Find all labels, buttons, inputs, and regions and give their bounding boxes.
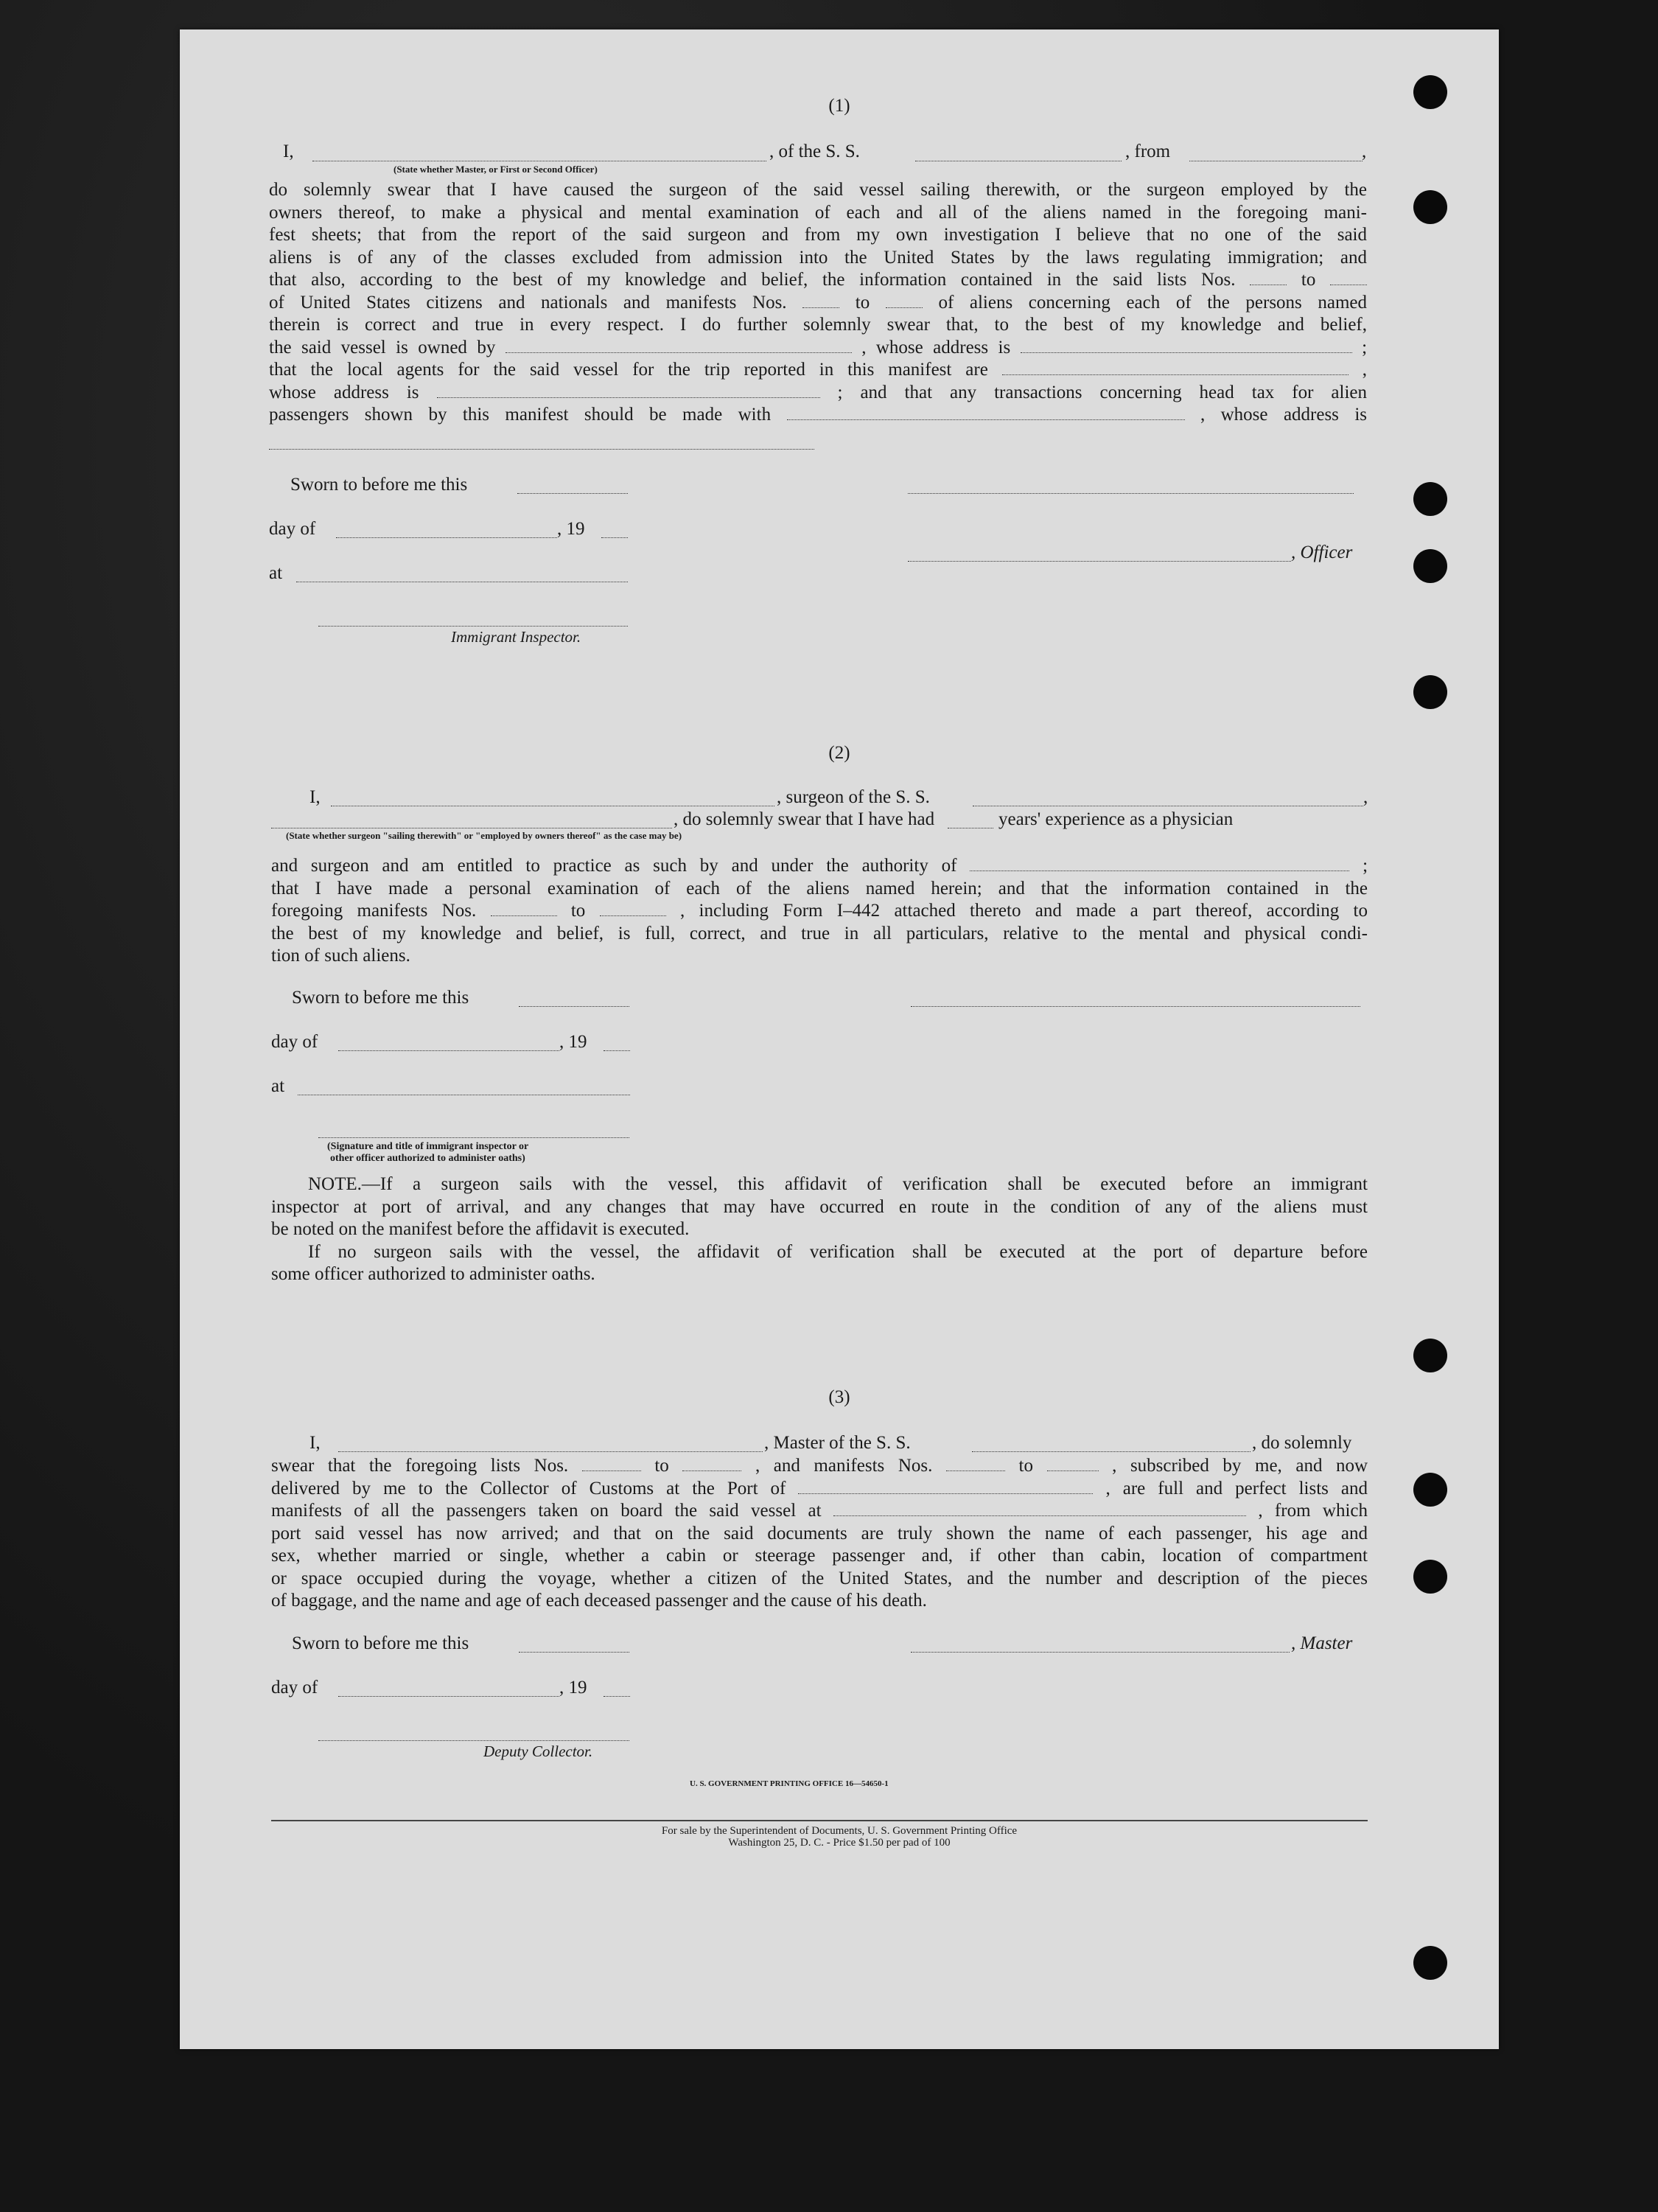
master-vessel-field[interactable] (972, 1451, 1251, 1452)
surgeon-vessel-field[interactable] (973, 805, 1363, 806)
of-ss-label: , of the S. S. (769, 142, 860, 161)
collector-signature-line[interactable] (318, 1740, 629, 1741)
surgeon-status-field[interactable] (271, 827, 672, 828)
day-of-label: day of (271, 1032, 318, 1052)
authority-field[interactable] (970, 870, 1349, 871)
sale-notice-line-2: Washington 25, D. C. - Price $1.50 per pad of 100 (728, 1837, 951, 1849)
manifests-from-field[interactable] (491, 915, 557, 916)
gpo-imprint: U. S. GOVERNMENT PRINTING OFFICE 16—54650-1 (690, 1779, 889, 1788)
section-2-note: NOTE.—If a surgeon sails with the vessel, this affidavit of verification shall be executed before an immigrant inspector at port of arrival, and any changes that may have occurred en route in the condition of any of the aliens must be noted on the manifest before the affidavit is executed. If no surgeon sails with the vessel, the affidavit of verification shall be executed at the port of departure before some officer authorized to administer oaths. (271, 1174, 1368, 1284)
at-label: at (271, 1076, 285, 1096)
officer-signature-line[interactable] (908, 560, 1291, 562)
punch-hole (1413, 1560, 1447, 1594)
punch-hole (1413, 190, 1447, 224)
month-field[interactable] (338, 1050, 559, 1051)
master-label: , Master (1291, 1633, 1353, 1653)
officer-name-field[interactable] (312, 160, 766, 161)
oath-i-label: I, (283, 142, 294, 161)
section-1-body: do solemnly swear that I have caused the surgeon of the said vessel sailing therewith, or the surgeon employed by the owners thereof, to make a physical and mental examination of each and all of the aliens named in the foregoing mani- fest sheets; that from the report of the said surgeon and from my own investigation I believe that no one of the said aliens is of any of the classes excluded from admission into the United States by the laws regulating immigration; and that also, according to the best of my knowledge and belief, the information contained in the said lists Nos. to of United States citizens and nationals and manifests Nos. to of aliens concerning each of the persons named therein is correct and true in every respect. I do further solemnly swear that, to the best of my knowledge and belief, the said vessel is owned by , whose address is ; that the local agents for the said vessel for the trip reported in this manifest are , whose address is ; and that any transactions concerning head tax for alien passengers shown by this manifest should be made with , whose address is (269, 180, 1368, 425)
collector-label: Deputy Collector. (483, 1742, 593, 1760)
place-field[interactable] (296, 581, 628, 582)
officer-label: , Officer (1291, 542, 1353, 562)
swear-label: , do solemnly swear that I have had (674, 809, 935, 829)
collector-port-field[interactable] (798, 1493, 1093, 1494)
year-field[interactable] (601, 537, 628, 538)
punch-hole (1413, 1339, 1447, 1372)
at-label: at (269, 563, 283, 583)
manifests-from-field[interactable] (946, 1470, 1005, 1471)
section-number: (3) (828, 1387, 850, 1407)
lists-from-field[interactable] (1250, 284, 1287, 285)
years-field[interactable] (948, 827, 993, 828)
year-field[interactable] (604, 1050, 630, 1051)
sworn-day-field[interactable] (519, 1651, 629, 1653)
inspector-label: Immigrant Inspector. (451, 628, 581, 646)
manifest-form-page: (1) I, (State whether Master, or First or Second Officer) , of the S. S. , from , do solemnly swear that I have caused the surgeon of the said vessel sailing therewith, or the surgeon employed by the owners thereof, to make a physical and mental examination of each and all of the aliens named in the foregoing mani- fest sheets; that from the report of the said surgeon and from my own investigation I believe that no one of the said aliens is of any of the classes excluded from admission into the United States by the laws regulating immigration; and that also, according to the best of my knowledge and belief, the information contained in the said lists Nos. to of United States citizens and nationals and manifests Nos. to of aliens concerning each of the persons named therein is correct and true in every respect. I do further solemnly swear that, to the best of my knowledge and belief, the said vessel is owned by , whose address is ; that the local agents for the said vessel for the trip reported in this manifest are , whose address is ; and that any transactions concerning head tax for alien passengers shown by this manifest should be made with , whose address is Sworn to before me this day of , 19 at , Officer Immigrant Inspector. (2) I, , surgeon of the S. S. , , do solemnly swear that I have had years' experience as a physician (State whether surgeon "sailing therewith" or "employed by owners thereof" as the case may be) and surgeon and am entitled to practice as such by and under the authority of ; that I have made a personal examination of each of the aliens named herein; and that the information contained in the foregoing manifests Nos. to , including Form I–442 attached thereto and made a part thereof, according to the best of my knowledge and belief, is full, correct, and true in all particulars, relative to the mental and physical condi- tion of such aliens. Sworn to before me this day of , 19 at (Signature and title of immigrant inspector or other officer authorized to administer oaths) NOTE.—If a surgeon sails with the vessel, this affidavit of verification shall be executed before an immigrant inspector at port of arrival, and any changes that may have occurred en route in the condition of any of the aliens must be noted on the manifest before the affidavit is executed. If no surgeon sails with the vessel, the affidavit of verification shall be executed at the port of departure before some officer authorized to administer oaths. (3) I, , Master of the S. S. , do solemnly swear that the foregoing lists Nos. to , and manifests Nos. to , subscribed by me, and now delivered by me to the Collector of Customs at the Port of , are full and perfect lists and manifests of all the passengers taken on board the said vessel at , from which port said vessel has now arrived; and that on the said documents are truly shown the name of each passenger, his age and sex, whether married or single, whether a cabin or steerage passenger and, if other than cabin, location of compartment or space occupied during the voyage, whether a citizen of the United States, and the number and description of the pieces of baggage, and the name and age of each deceased passenger and the cause of his death. Sworn to before me this , Master day of , 19 Deputy Collector. U. S. GOVERNMENT PRINTING OFFICE 16—54650-1 For sale by the Superintendent of Documents, U. S. Government Printing Office Washington 25, D. C. - Price $1.50 per pad of 100 (180, 29, 1499, 2049)
day-of-label: day of (271, 1678, 318, 1698)
oath-i-label: I, (309, 787, 321, 807)
surgeon-name-field[interactable] (331, 805, 774, 806)
manifests-to-field[interactable] (1047, 1470, 1099, 1471)
oath-i-label: I, (309, 1433, 321, 1453)
head-tax-address-field[interactable] (269, 448, 814, 450)
manifests-from-field[interactable] (802, 307, 839, 308)
sale-notice-line-1: For sale by the Superintendent of Documents, U. S. Government Printing Office (661, 1825, 1018, 1837)
inspector-signature-line[interactable] (318, 1137, 629, 1138)
punch-hole (1413, 549, 1447, 583)
from-label: , from (1125, 142, 1171, 161)
surgeon-signature-line[interactable] (911, 1005, 1360, 1007)
sworn-day-field[interactable] (517, 492, 628, 494)
do-solemnly-label: , do solemnly (1252, 1433, 1352, 1453)
section-3-body: swear that the foregoing lists Nos. to , and manifests Nos. to , subscribed by me, and now delivered by me to the Collector of Customs at the Port of , are full and perfect lists and manifests of all the passengers taken on board the said vessel at , from which port said vessel has now arrived; and that on the said documents are truly shown the name of each passenger, his age and sex, whether married or single, whether a cabin or steerage passenger and, if other than cabin, location of compartment or space occupied during the voyage, whether a citizen of the United States, and the number and description of the pieces of baggage, and the name and age of each deceased passenger and the cause of his death. (271, 1456, 1368, 1611)
agents-address-field[interactable] (437, 397, 820, 398)
from-port-field[interactable] (1189, 160, 1363, 161)
master-name-field[interactable] (338, 1451, 763, 1452)
master-of-label: , Master of the S. S. (764, 1433, 911, 1453)
years-label: years' experience as a physician (998, 809, 1234, 829)
head-tax-party-field[interactable] (787, 419, 1185, 420)
sworn-label: Sworn to before me this (292, 988, 469, 1008)
surgeon-of-label: , surgeon of the S. S. (777, 787, 930, 807)
place-field[interactable] (298, 1094, 630, 1095)
officer-signature-upper[interactable] (908, 492, 1354, 494)
owner-field[interactable] (506, 352, 852, 353)
lists-to-field[interactable] (1330, 284, 1367, 285)
year-label: , 19 (559, 1032, 587, 1052)
signature-note-line-2: other officer authorized to administer oaths) (330, 1153, 525, 1164)
surgeon-status-note: (State whether surgeon "sailing therewith" or "employed by owners thereof" as the case may be) (286, 830, 682, 841)
section-number: (2) (828, 743, 850, 763)
inspector-signature-line[interactable] (318, 625, 628, 627)
year-label: , 19 (559, 1678, 587, 1698)
month-field[interactable] (338, 1695, 559, 1697)
embarkation-port-field[interactable] (833, 1515, 1246, 1516)
punch-hole (1413, 1473, 1447, 1507)
punch-hole (1413, 482, 1447, 516)
section-2-body: and surgeon and am entitled to practice as such by and under the authority of ; that I have made a personal examination of each of the aliens named herein; and that the information contained in the foregoing manifests Nos. to , including Form I–442 attached thereto and made a part thereof, according to the best of my knowledge and belief, is full, correct, and true in all particulars, relative to the mental and physical condi- tion of such aliens. (271, 856, 1368, 966)
month-field[interactable] (336, 537, 557, 538)
sworn-label: Sworn to before me this (290, 475, 468, 495)
owner-address-field[interactable] (1021, 352, 1352, 353)
section-number: (1) (828, 96, 850, 116)
year-label: , 19 (557, 519, 585, 539)
vessel-name-field[interactable] (915, 160, 1122, 161)
lists-from-field[interactable] (582, 1470, 641, 1471)
manifests-to-field[interactable] (886, 307, 923, 308)
punch-hole (1413, 1946, 1447, 1980)
year-field[interactable] (604, 1695, 630, 1697)
sworn-label: Sworn to before me this (292, 1633, 469, 1653)
lists-to-field[interactable] (682, 1470, 741, 1471)
footer-rule (271, 1819, 1368, 1821)
punch-hole (1413, 675, 1447, 709)
signature-note-line-1: (Signature and title of immigrant inspector or (327, 1141, 529, 1152)
day-of-label: day of (269, 519, 316, 539)
master-signature-line[interactable] (911, 1651, 1290, 1653)
sworn-day-field[interactable] (519, 1005, 629, 1007)
local-agents-field[interactable] (1002, 374, 1349, 375)
officer-rank-note: (State whether Master, or First or Second Officer) (393, 164, 598, 175)
manifests-to-field[interactable] (600, 915, 666, 916)
